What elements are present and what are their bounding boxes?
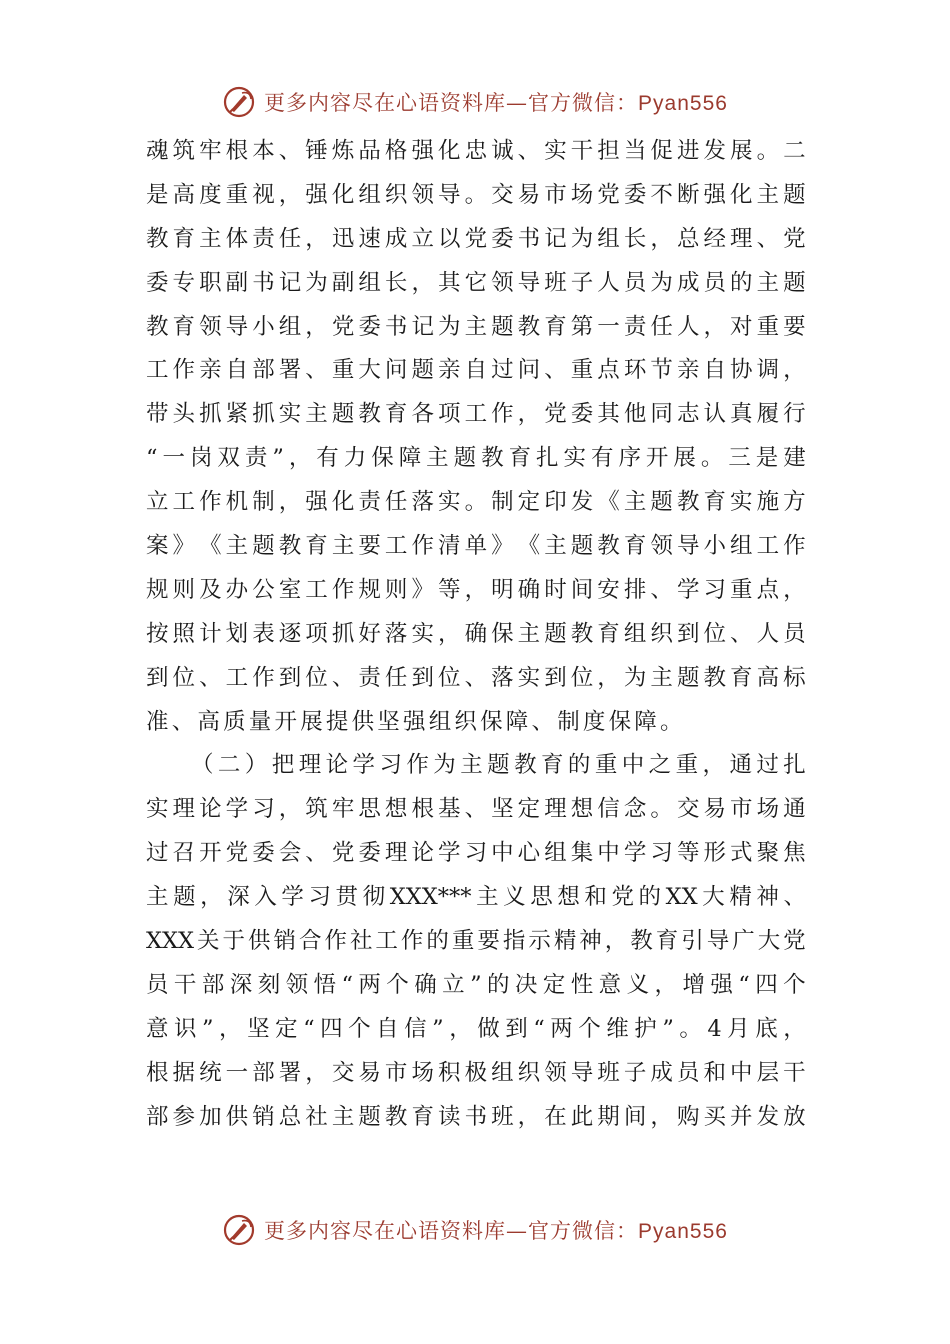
header-banner [0,80,950,124]
footer-wechat-id: Pyan556 [638,1220,728,1243]
body-line: 教 育 主 体 责 任 ， 迅 速 成 立 以 党 委 书 记 为 组 长 ， 总 经 理 、 党 [146,225,806,252]
body-line: 按 照 计 划 表 逐 项 抓 好 落 实 ， 确 保 主 题 教 育 组 织 到 位 、 人 员 [146,620,806,647]
body-line: 带 头 抓 紧 抓 实 主 题 教 育 各 项 工 作 ， 党 委 其 他 同 志 认 真 履 行 [146,401,806,428]
body-line: 立 工 作 机 制 ， 强 化 责 任 落 实 。 制 定 印 发 《 主 题 教 育 实 施 方 [146,489,806,516]
header-text: 更多内容尽在心语资料库—官方微信：Pyan556 [264,91,728,115]
body-line: “ 一 岗 双 责 ” ， 有 力 保 障 主 题 教 育 扎 实 有 序 开 展 。 三 是 建 [146,445,806,472]
body-line: 根 据 统 一 部 署 ， 交 易 市 场 积 极 组 织 领 导 班 子 成 员 和 中 层 干 [146,1059,806,1086]
body-line: 工 作 亲 自 部 署 、 重 大 问 题 亲 自 过 问 、 重 点 环 节 亲 自 协 调 ， [146,357,806,384]
document-body [146,130,806,1139]
body-line: 意 识 ” ， 坚 定 “ 四 个 自 信 ” ， 做 到 “ 两 个 维 护 ” 。 4 月 底 ， [146,1015,806,1042]
header-wechat-id: Pyan556 [638,92,728,115]
body-line: 教 育 领 导 小 组 ， 党 委 书 记 为 主 题 教 育 第 一 责 任 人 ， 对 重 要 [146,313,806,340]
pen-nib-seal-icon [222,1213,256,1247]
body-line: 实 理 论 学 习 ， 筑 牢 思 想 根 基 、 坚 定 理 想 信 念 。 交 易 市 场 通 [146,796,806,823]
body-line: 委 专 职 副 书 记 为 副 组 长 ， 其 它 领 导 班 子 人 员 为 成 员 的 主 题 [146,269,806,296]
body-line: 主 题 ， 深 入 学 习 贯 彻 XXX*** 主 义 思 想 和 党 的 XX 大 精 神 、 [146,884,806,911]
body-line: 部 参 加 供 销 总 社 主 题 教 育 读 书 班 ， 在 此 期 间 ， 购 买 并 发 放 [146,1103,806,1130]
body-line: 过 召 开 党 委 会 、 党 委 理 论 学 习 中 心 组 集 中 学 习 等 形 式 聚 焦 [146,840,806,867]
body-line: XXX 关 于 供 销 合 作 社 工 作 的 重 要 指 示 精 神 ， 教 育 引 导 广 大 党 [146,928,806,955]
body-line: 规 则 及 办 公 室 工 作 规 则 》 等 ， 明 确 时 间 安 排 、 学 习 重 点 ， [146,576,806,603]
footer-banner [0,1208,950,1252]
body-line: 准、高质量开展提供坚强组织保障、制度保障。 [146,708,686,735]
body-line: 到 位 、 工 作 到 位 、 责 任 到 位 、 落 实 到 位 ， 为 主 题 教 育 高 标 [146,664,806,691]
body-line: 是 高 度 重 视 ， 强 化 组 织 领 导 。 交 易 市 场 党 委 不 断 强 化 主 题 [146,181,806,208]
body-line: 案 》 《 主 题 教 育 主 要 工 作 清 单 》 《 主 题 教 育 领 导 小 组 工 作 [146,533,806,560]
pen-nib-seal-icon [222,85,256,119]
body-line: 员 干 部 深 刻 领 悟 “ 两 个 确 立 ” 的 决 定 性 意 义 ， 增 强 “ 四 个 [146,971,806,998]
body-line: 魂 筑 牢 根 本 、 锤 炼 品 格 强 化 忠 诚 、 实 干 担 当 促 进 发 展 。 二 [146,138,806,164]
body-line: （ 二 ） 把 理 论 学 习 作 为 主 题 教 育 的 重 中 之 重 ， 通 过 扎 [191,752,806,779]
footer-text: 更多内容尽在心语资料库—官方微信：Pyan556 [264,1219,728,1243]
